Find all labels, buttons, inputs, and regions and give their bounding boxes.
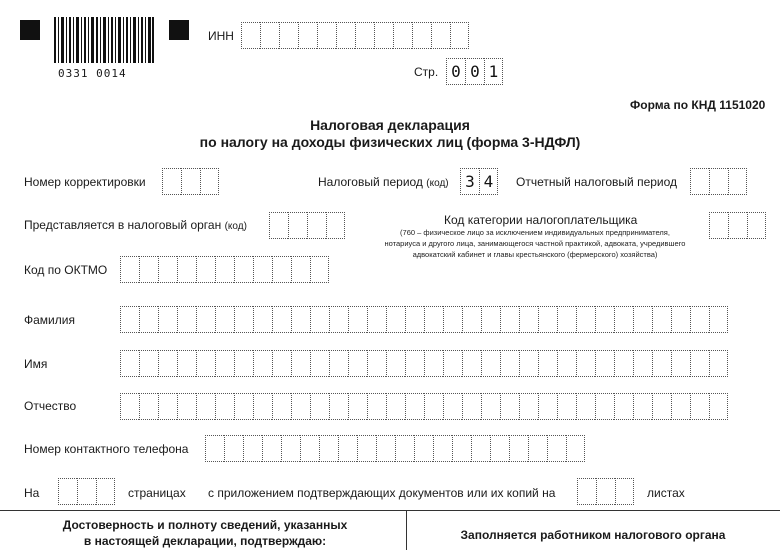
correction-field[interactable] xyxy=(162,168,219,195)
barcode-number: 0331 0014 xyxy=(58,67,127,80)
tax-period-digit: 3 xyxy=(460,168,479,195)
page-digit: 0 xyxy=(465,58,484,85)
page-number-field[interactable] xyxy=(446,58,503,85)
phone-field[interactable] xyxy=(205,435,585,462)
reporting-period-label: Отчетный налоговый период xyxy=(516,175,678,189)
taxpayer-category-label: Код категории налогоплательщика xyxy=(444,213,638,227)
tax-period-field[interactable] xyxy=(460,168,498,195)
patronymic-label: Отчество xyxy=(24,399,77,413)
tax-authority-label-text: Представляется в налоговый орган xyxy=(24,218,222,232)
footer-left-line2: в настоящей декларации, подтверждаю: xyxy=(83,534,327,548)
attachment-sheets-field[interactable] xyxy=(577,478,634,505)
tax-authority-code-hint: (код) xyxy=(224,221,247,232)
corner-mark-left xyxy=(20,20,40,40)
taxpayer-category-note xyxy=(360,227,710,260)
form-code: Форма по КНД 1151020 xyxy=(630,98,766,112)
tax-period-digit: 4 xyxy=(479,168,498,195)
footer-divider-line xyxy=(0,510,780,511)
taxpayer-category-note-3: адвокатский кабинет и главы крестьянского (фермерского) хозяйства) xyxy=(412,250,658,259)
tax-period-label xyxy=(318,175,449,189)
barcode-image xyxy=(54,17,154,63)
last-name-label: Фамилия xyxy=(24,313,75,327)
patronymic-field[interactable] xyxy=(120,393,728,420)
tax-period-code-hint: (код) xyxy=(426,178,449,189)
footer-left-line1: Достоверность и полноту сведений, указанных xyxy=(62,518,348,532)
taxpayer-category-note-1: (760 – физическое лицо за исключением индивидуальных предпринимателя, xyxy=(400,228,670,237)
inn-field[interactable] xyxy=(241,22,469,49)
taxpayer-category-note-2: нотариуса и другого лица, занимающегося частной практикой, адвоката, учредившего xyxy=(384,239,686,248)
tax-period-label-text: Налоговый период xyxy=(318,175,423,189)
on-label: На xyxy=(24,486,40,500)
oktmo-field[interactable] xyxy=(120,256,329,283)
footer-confirmation-text xyxy=(40,517,370,549)
last-name-field[interactable] xyxy=(120,306,728,333)
tax-authority-field[interactable] xyxy=(269,212,345,239)
page-digit: 1 xyxy=(484,58,503,85)
document-title-line2: по налогу на доходы физических лиц (форма 3-НДФЛ) xyxy=(199,134,581,150)
document-title-line1: Налоговая декларация xyxy=(310,117,470,133)
taxpayer-category-field[interactable] xyxy=(709,212,766,239)
page-digit: 0 xyxy=(446,58,465,85)
reporting-period-field[interactable] xyxy=(690,168,747,195)
footer-tax-officer-text: Заполняется работником налогового органа xyxy=(460,528,726,542)
page-label: Стр. xyxy=(414,65,439,79)
first-name-label: Имя xyxy=(24,357,48,371)
corner-mark-right xyxy=(169,20,189,40)
phone-label: Номер контактного телефона xyxy=(24,442,189,456)
tax-authority-label xyxy=(24,218,247,232)
attachment-label: с приложением подтверждающих документов или их копий на xyxy=(208,486,556,500)
inn-label: ИНН xyxy=(208,29,234,43)
correction-label: Номер корректировки xyxy=(24,175,146,189)
sheets-label: листах xyxy=(647,486,685,500)
first-name-field[interactable] xyxy=(120,350,728,377)
pages-label: страницах xyxy=(128,486,186,500)
oktmo-label: Код по ОКТМО xyxy=(24,263,108,277)
pages-count-field[interactable] xyxy=(58,478,115,505)
